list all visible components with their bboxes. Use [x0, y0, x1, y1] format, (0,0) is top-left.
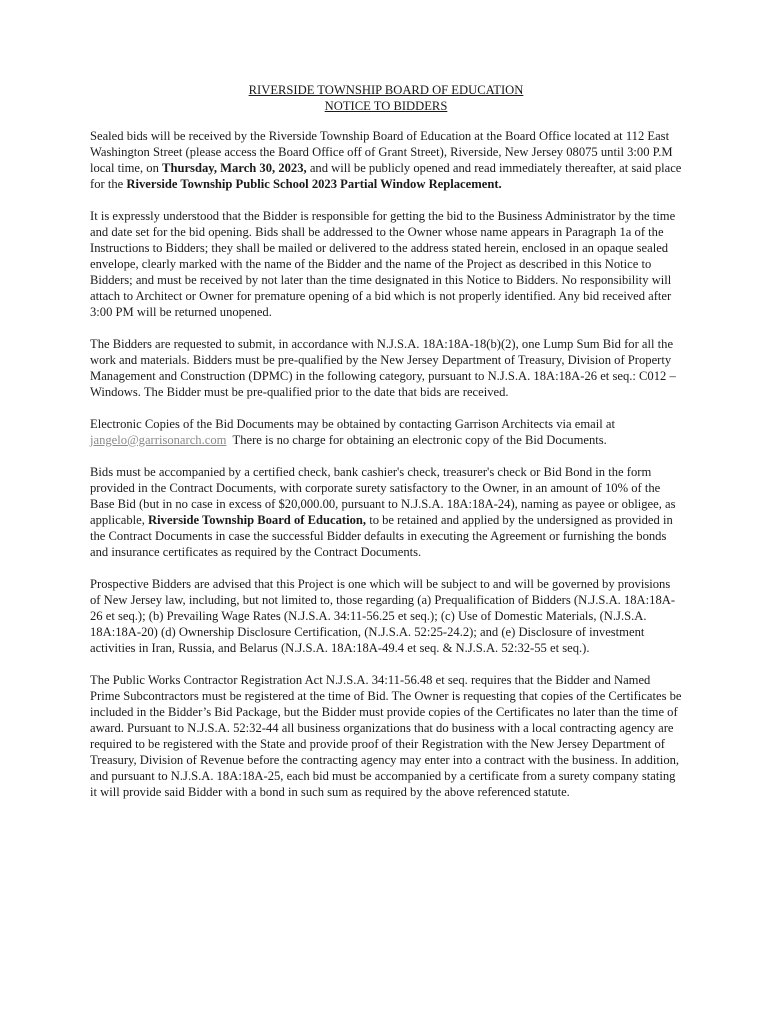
p1-text-a: Sealed bids will be received by the Riverside Township Board of Education at the Board Office located at 112 East Washington Street (please access the Board Office off of Grant Street), Riverside, New Jersey 08075 until 3:00 P.M local time, on — [90, 129, 673, 175]
email-link[interactable]: jangelo@garrisonarch.com — [90, 433, 227, 447]
p4-text-b: There is no charge for obtaining an electronic copy of the Bid Documents. — [226, 433, 607, 447]
heading-line-notice: NOTICE TO BIDDERS — [324, 99, 448, 113]
p5-text-a: Bids must be accompanied by a certified check, bank cashier's check, treasurer's check or Bid Bond in the form provided in the Contract Documents, with corporate surety satisfactory to the Owner, in an amount of 10% of the Base Bid (but in no case in excess of $20,000.00, pursuant to N.J.S.A. 18A:18A-24), naming as payee or obligee, as applicable, — [90, 465, 676, 527]
paragraph-bid-security — [90, 464, 682, 560]
paragraph-bid-receipt — [90, 128, 682, 192]
paragraph-electronic-copies — [90, 416, 682, 448]
p5-text-c: to be retained and applied by the undersigned as provided in the Contract Documents in case the successful Bidder defaults in executing the Agreement or furnishing the bonds and insurance certificates as required by the Contract Documents. — [90, 513, 673, 559]
paragraph-new-jersey-law: Prospective Bidders are advised that this Project is one which will be subject to and will be governed by provisions of New Jersey law, including, but not limited to, those regarding (a) Prequalification of Bidders (N.J.S.A. 18A:18A-26 et seq.); (b) Prevailing Wage Rates (N.J.S.A. 34:11-56.25 et seq.); (c) Use of Domestic Materials, (N.J.S.A. 18A:18A-20) (d) Ownership Disclosure Certification, (N.J.S.A. 52:25-24.2); and (e) Disclosure of investment activities in Iran, Russia, and Belarus (N.J.S.A. 18A:18A-49.4 et seq. & N.J.S.A. 52:32-55 et seq.). — [90, 577, 676, 655]
paragraph-bidder-responsibility: It is expressly understood that the Bidder is responsible for getting the bid to the Business Administrator by the time and date set for the bid opening. Bids shall be addressed to the Owner whose name appears in Paragraph 1a of the Instructions to Bidders; they shall be mailed or delivered to the address stated herein, enclosed in an opaque sealed envelope, clearly marked with the name of the Bidder and the name of the Project as described in this Notice to Bidders; and must be received by not later than the time designated in this Notice to Bidders. No responsibility will attach to Architect or Owner for premature opening of a bid which is not properly identified. Any bid received after 3:00 PM will be returned unopened. — [90, 209, 676, 319]
p5-owner-name: Riverside Township Board of Education, — [148, 513, 367, 527]
p4-text-a: Electronic Copies of the Bid Documents may be obtained by contacting Garrison Architects via email at — [90, 417, 615, 431]
paragraph-contractor-registration: The Public Works Contractor Registration Act N.J.S.A. 34:11-56.48 et seq. requires that the Bidder and Named Prime Subcontractors must be registered at the time of Bid. The Owner is requesting that copies of the Certificates be included in the Bidder’s Bid Package, but the Bidder must provide copies of the Certificates no later than the time of award. Pursuant to N.J.S.A. 52:32-44 all business organizations that do business with a local contracting agency are required to be registered with the State and provide proof of their Registration with the New Jersey Department of Treasury, Division of Revenue before the contracting agency may enter into a contract with the business. In addition, and pursuant to N.J.S.A. 18A:18A-25, each bid must be accompanied by a certificate from a surety company stating it will provide said Bidder with a bond in such sum as required by the above referenced statute. — [90, 673, 682, 799]
document-heading — [90, 82, 682, 114]
p1-bid-date: Thursday, March 30, 2023, — [162, 161, 307, 175]
heading-line-board: RIVERSIDE TOWNSHIP BOARD OF EDUCATION — [248, 83, 524, 97]
p1-project-name: Riverside Township Public School 2023 Partial Window Replacement. — [126, 177, 502, 191]
paragraph-lump-sum-bid: The Bidders are requested to submit, in accordance with N.J.S.A. 18A:18A-18(b)(2), one Lump Sum Bid for all the work and materials. Bidders must be pre-qualified by the New Jersey Department of Treasury, Division of Property Management and Construction (DPMC) in the following category, pursuant to N.J.S.A. 18A:18A-26 et seq.: C012 – Windows. The Bidder must be pre-qualified prior to the date that bids are received. — [90, 337, 676, 399]
p1-text-c: and will be publicly opened and read immediately thereafter, at said place for the — [90, 161, 682, 191]
notice-body — [90, 82, 682, 800]
